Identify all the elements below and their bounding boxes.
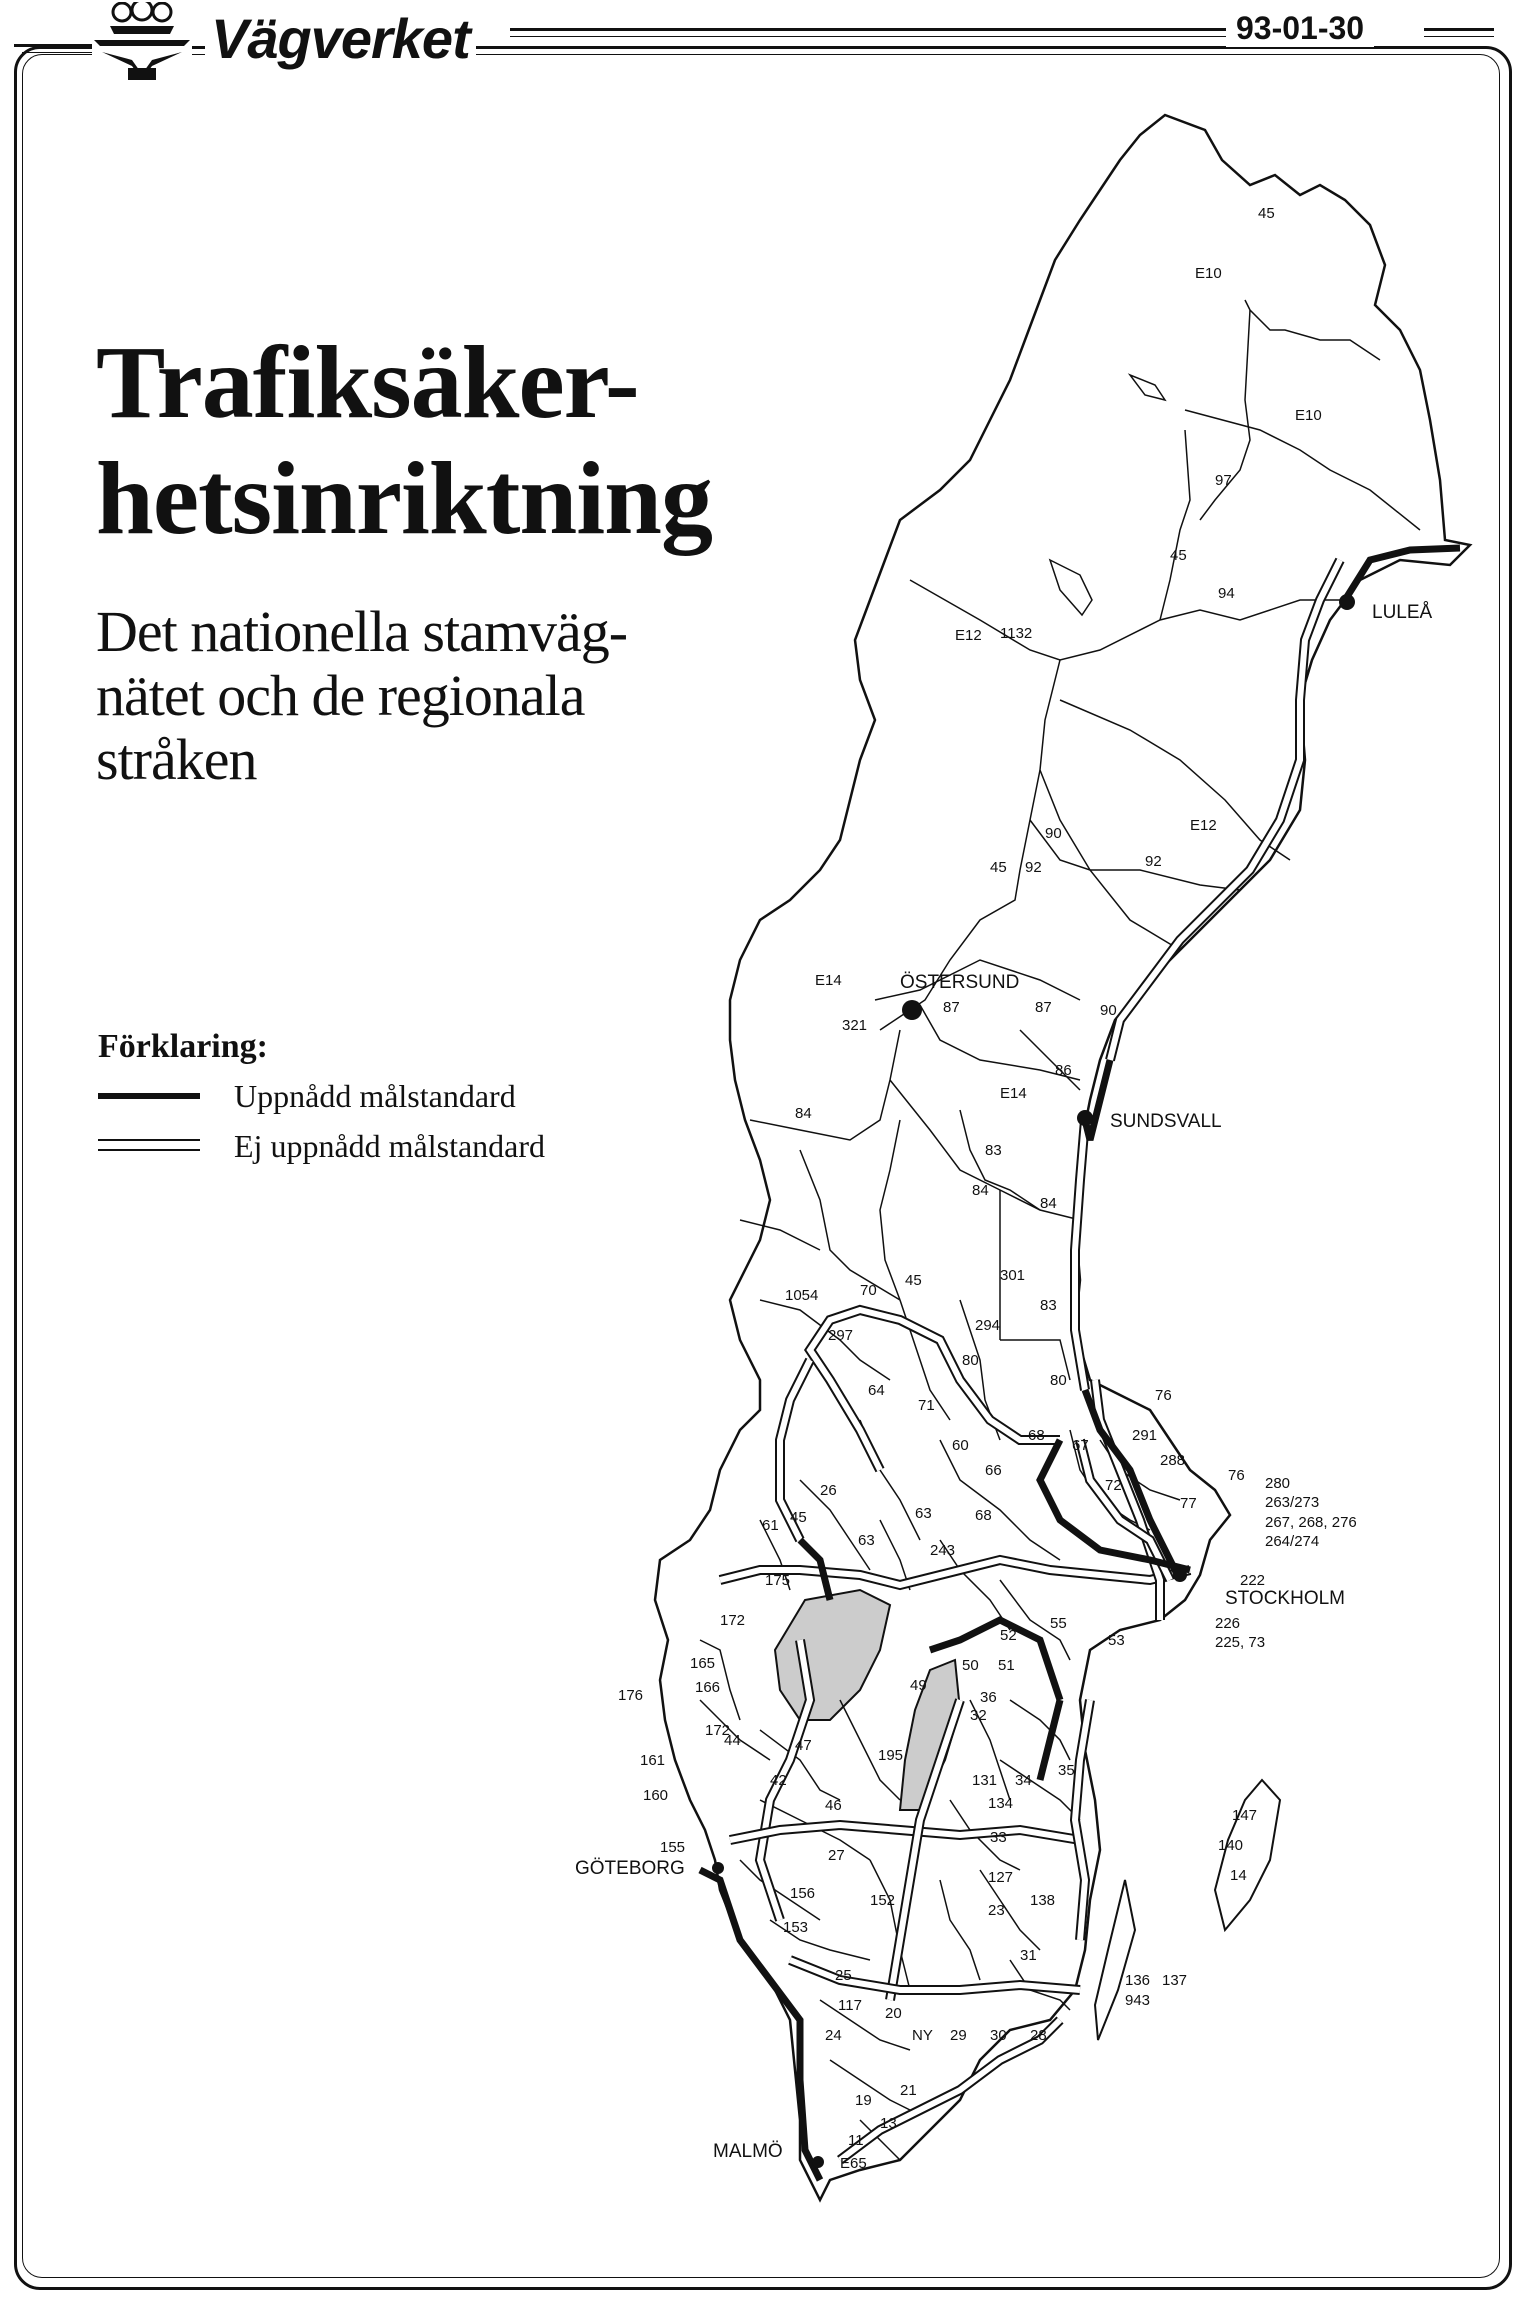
road-label: 156 bbox=[790, 1885, 816, 1902]
city-label-ostersund: ÖSTERSUND bbox=[900, 972, 1020, 993]
road-label: 83 bbox=[1040, 1297, 1057, 1314]
sweden-outline bbox=[655, 115, 1470, 2200]
road-label: 71 bbox=[918, 1397, 935, 1414]
oland-island bbox=[1095, 1880, 1135, 2040]
road-label: 68 bbox=[1028, 1427, 1045, 1444]
road-label: 14 bbox=[1230, 1867, 1247, 1884]
road-label: E10 bbox=[1195, 265, 1222, 282]
road-label: 33 bbox=[990, 1829, 1007, 1846]
stockholm-note: 225, 73 bbox=[1215, 1634, 1266, 1651]
road-label: 155 bbox=[660, 1839, 686, 1856]
city-marker-malmo bbox=[812, 2156, 824, 2168]
road-label: 153 bbox=[783, 1919, 809, 1936]
road-label: 288 bbox=[1160, 1452, 1186, 1469]
road-label: 31 bbox=[1020, 1947, 1037, 1964]
city-label-goteborg: GÖTEBORG bbox=[575, 1858, 685, 1879]
road-label: 136 bbox=[1125, 1972, 1151, 1989]
lake-north-2 bbox=[1130, 375, 1165, 400]
city-marker-lulea bbox=[1339, 594, 1355, 610]
road-label: 175 bbox=[765, 1572, 791, 1589]
city-label-sundsvall: SUNDSVALL bbox=[1110, 1111, 1222, 1132]
road-label: 20 bbox=[885, 2005, 902, 2022]
road-label: 166 bbox=[695, 1679, 721, 1696]
road-label: 87 bbox=[943, 999, 960, 1016]
road-label: E12 bbox=[955, 627, 982, 644]
road-label: 53 bbox=[1108, 1632, 1125, 1649]
road-label: 61 bbox=[762, 1517, 779, 1534]
document-date: 93-01-30 bbox=[1226, 10, 1374, 47]
city-marker-sundsvall bbox=[1077, 1110, 1093, 1126]
road-label: 147 bbox=[1232, 1807, 1258, 1824]
road-label: 28 bbox=[1030, 2027, 1047, 2044]
stockholm-note: 264/274 bbox=[1265, 1533, 1320, 1550]
road-label: 29 bbox=[950, 2027, 967, 2044]
lake-vanern bbox=[775, 1590, 890, 1720]
road-label: 92 bbox=[1145, 853, 1162, 870]
road-label: 90 bbox=[1100, 1002, 1117, 1019]
road-label: E65 bbox=[840, 2155, 867, 2172]
road-label: 137 bbox=[1162, 1972, 1188, 1989]
city-marker-stockholm bbox=[1173, 1568, 1187, 1582]
road-label: 46 bbox=[825, 1797, 842, 1814]
road-label: 134 bbox=[988, 1795, 1014, 1812]
stockholm-note: 280 bbox=[1265, 1475, 1291, 1492]
stockholm-road-notes bbox=[1215, 1475, 1357, 1651]
road-label: 92 bbox=[1025, 859, 1042, 876]
road-label: 55 bbox=[1050, 1615, 1067, 1632]
road-label: 140 bbox=[1218, 1837, 1244, 1854]
road-label: 84 bbox=[972, 1182, 989, 1199]
road-label: 49 bbox=[910, 1677, 927, 1694]
road-label: E12 bbox=[1190, 817, 1217, 834]
stockholm-note: 267, 268, 276 bbox=[1265, 1514, 1357, 1531]
road-label: 32 bbox=[970, 1707, 987, 1724]
road-label: 45 bbox=[905, 1272, 922, 1289]
road-label: 90 bbox=[1045, 825, 1062, 842]
road-label: 77 bbox=[1180, 1495, 1197, 1512]
subtitle-line-1: Det nationella stamväg- bbox=[96, 599, 628, 664]
road-label: 36 bbox=[980, 1689, 997, 1706]
road-label: 51 bbox=[998, 1657, 1015, 1674]
city-label-lulea: LULEÅ bbox=[1372, 602, 1433, 623]
subtitle-line-3: stråken bbox=[96, 727, 257, 792]
road-label: 294 bbox=[975, 1317, 1001, 1334]
road-label: 13 bbox=[880, 2115, 897, 2132]
road-label: 42 bbox=[770, 1772, 787, 1789]
road-label: 66 bbox=[985, 1462, 1002, 1479]
road-label: 1054 bbox=[785, 1287, 819, 1304]
legend-label: Ej uppnådd målstandard bbox=[234, 1128, 546, 1164]
road-label: 291 bbox=[1132, 1427, 1158, 1444]
road-label: 161 bbox=[640, 1752, 666, 1769]
road-label: 127 bbox=[988, 1869, 1014, 1886]
gotland-island bbox=[1215, 1780, 1280, 1930]
title-line-2: hetsinriktning bbox=[96, 441, 712, 556]
road-label: 50 bbox=[962, 1657, 979, 1674]
road-label: 83 bbox=[985, 1142, 1002, 1159]
road-label: 172 bbox=[705, 1722, 731, 1739]
road-label: 160 bbox=[643, 1787, 669, 1804]
road-label: 94 bbox=[1218, 585, 1235, 602]
road-label: 68 bbox=[975, 1507, 992, 1524]
road-label: 87 bbox=[1035, 999, 1052, 1016]
road-label: 176 bbox=[618, 1687, 644, 1704]
thin-road-network bbox=[700, 300, 1420, 2160]
road-label: 67 bbox=[1072, 1437, 1089, 1454]
road-label: 321 bbox=[842, 1017, 868, 1034]
road-label: 86 bbox=[1055, 1062, 1072, 1079]
road-label: 60 bbox=[952, 1437, 969, 1454]
lake-north bbox=[1050, 560, 1092, 615]
road-label: E14 bbox=[815, 972, 842, 989]
road-label: 243 bbox=[930, 1542, 956, 1559]
road-label: 301 bbox=[1000, 1267, 1026, 1284]
road-label: NY bbox=[912, 2027, 933, 2044]
legend-label: Uppnådd målstandard bbox=[234, 1078, 516, 1114]
subtitle-line-2: nätet och de regionala bbox=[96, 663, 585, 728]
title-line-1: Trafiksäker- bbox=[96, 325, 639, 440]
road-label: 30 bbox=[990, 2027, 1007, 2044]
stockholm-note: 226 bbox=[1215, 1615, 1241, 1632]
road-label: 138 bbox=[1030, 1892, 1056, 1909]
road-label: 52 bbox=[1000, 1627, 1017, 1644]
road-label: 47 bbox=[795, 1737, 812, 1754]
road-label: 63 bbox=[858, 1532, 875, 1549]
road-label: 70 bbox=[860, 1282, 877, 1299]
road-label: 131 bbox=[972, 1772, 998, 1789]
road-label: 1132 bbox=[1000, 625, 1033, 642]
road-label: 76 bbox=[1155, 1387, 1172, 1404]
road-label: 35 bbox=[1058, 1762, 1075, 1779]
road-label: 84 bbox=[795, 1105, 812, 1122]
road-label: 34 bbox=[1015, 1772, 1032, 1789]
road-label: 97 bbox=[1215, 472, 1232, 489]
road-label: 165 bbox=[690, 1655, 716, 1672]
road-label: 21 bbox=[900, 2082, 917, 2099]
road-label: 19 bbox=[855, 2092, 872, 2109]
road-label: 44 bbox=[724, 1732, 741, 1749]
road-label: 195 bbox=[878, 1747, 904, 1764]
road-label: E10 bbox=[1295, 407, 1322, 424]
road-label: 152 bbox=[870, 1892, 896, 1909]
road-label: 84 bbox=[1040, 1195, 1057, 1212]
road-label: 64 bbox=[868, 1382, 885, 1399]
road-label: 26 bbox=[820, 1482, 837, 1499]
road-label: 72 bbox=[1105, 1477, 1122, 1494]
city-marker-goteborg bbox=[712, 1862, 724, 1874]
stockholm-note: 263/273 bbox=[1265, 1494, 1320, 1511]
road-label: 45 bbox=[1258, 205, 1275, 222]
road-label: 45 bbox=[990, 859, 1007, 876]
road-number-labels bbox=[618, 205, 1322, 2172]
city-label-stockholm: STOCKHOLM bbox=[1225, 1588, 1346, 1609]
road-label: 117 bbox=[838, 1997, 862, 2014]
road-label: 24 bbox=[825, 2027, 842, 2044]
road-label: 45 bbox=[1170, 547, 1187, 564]
road-label: 63 bbox=[915, 1505, 932, 1522]
road-label: 76 bbox=[1228, 1467, 1245, 1484]
road-label: 80 bbox=[1050, 1372, 1067, 1389]
city-label-malmo: MALMÖ bbox=[713, 2141, 783, 2162]
road-label: 172 bbox=[720, 1612, 746, 1629]
stockholm-note: 222 bbox=[1240, 1572, 1266, 1589]
legend-title: Förklaring: bbox=[98, 1028, 268, 1065]
brand-name: Vägverket bbox=[205, 6, 476, 71]
road-label: 45 bbox=[790, 1509, 807, 1526]
road-label: 25 bbox=[835, 1967, 852, 1984]
road-label: E14 bbox=[1000, 1085, 1027, 1102]
road-label: 943 bbox=[1125, 1992, 1151, 2009]
road-label: 11 bbox=[848, 2132, 864, 2149]
road-label: 297 bbox=[828, 1327, 854, 1344]
city-marker-ostersund bbox=[902, 1000, 922, 1020]
road-label: 23 bbox=[988, 1902, 1005, 1919]
road-label: 80 bbox=[962, 1352, 979, 1369]
roads-not-achieved-standard bbox=[720, 560, 1340, 2160]
road-label: 27 bbox=[828, 1847, 845, 1864]
